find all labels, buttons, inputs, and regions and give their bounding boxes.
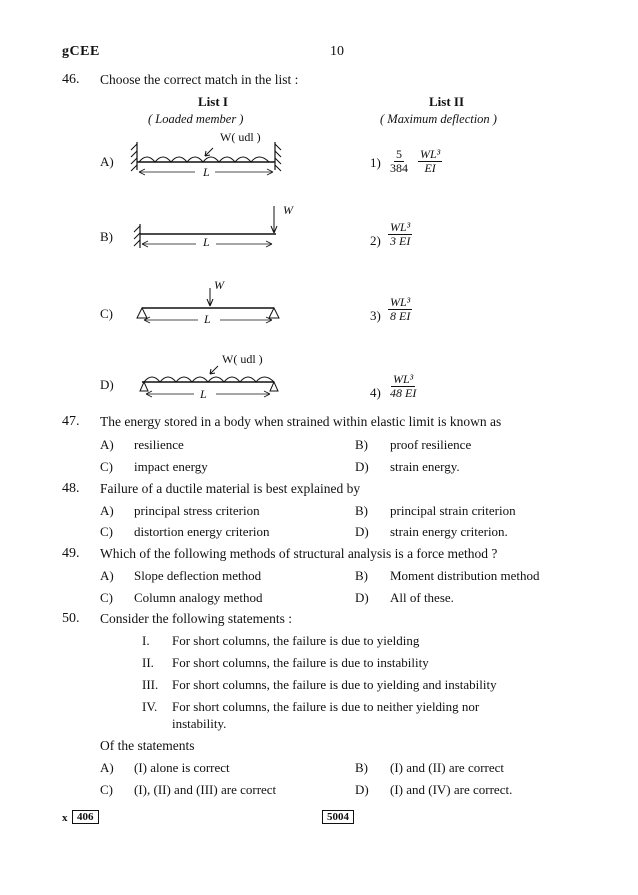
q49-option-c[interactable]: Column analogy method xyxy=(134,590,263,605)
statement-2: For short columns, the failure is due to instability xyxy=(172,655,429,670)
q49-number: 49. xyxy=(62,546,80,561)
q48-option-a[interactable]: principal stress criterion xyxy=(134,503,260,518)
row-c-formula xyxy=(388,293,412,322)
q50-option-d-key: D) xyxy=(355,782,369,797)
q47-option-c-key: C) xyxy=(100,459,113,474)
formula-denominator: 3 EI xyxy=(390,233,411,248)
q48-option-b-key: B) xyxy=(355,503,368,518)
statement-4-key: IV. xyxy=(142,699,158,714)
statement-3: For short columns, the failure is due to yielding and instability xyxy=(172,677,497,692)
formula-denominator: 8 EI xyxy=(390,308,411,323)
list2-title: List II xyxy=(429,94,465,109)
q48-number: 48. xyxy=(62,481,80,496)
list1-title: List I xyxy=(198,94,228,109)
simply-supported-udl-beam-diagram xyxy=(128,362,288,402)
q48-text: Failure of a ductile material is best explained by xyxy=(100,481,361,496)
q46-text: Choose the correct match in the list : xyxy=(100,72,299,87)
q50-option-c[interactable]: (I), (II) and (III) are correct xyxy=(134,782,277,797)
row-a-number: 1) xyxy=(370,155,381,170)
row-d-formula xyxy=(388,370,418,399)
q48-option-c[interactable]: distortion energy criterion xyxy=(134,524,270,539)
statement-4-continued: instability. xyxy=(172,716,227,731)
row-d-span-label: L xyxy=(200,387,207,401)
page-number: 10 xyxy=(330,44,344,59)
q46-number: 46. xyxy=(62,72,80,87)
q47-option-a-key: A) xyxy=(100,437,114,452)
row-b-load-label: W xyxy=(283,203,293,217)
q49-option-a-key: A) xyxy=(100,568,114,583)
q47-option-c[interactable]: impact energy xyxy=(134,459,208,474)
row-a-load-label: W( udl ) xyxy=(220,130,261,144)
row-c-load-label: W xyxy=(214,278,224,292)
q49-option-b[interactable]: Moment distribution method xyxy=(390,568,540,583)
statement-1: For short columns, the failure is due to yielding xyxy=(172,633,420,648)
paper-code: gCEE xyxy=(62,44,100,59)
q48-option-b[interactable]: principal strain criterion xyxy=(390,503,516,518)
footer-left-code: 406 xyxy=(72,810,99,824)
formula-denominator: 48 EI xyxy=(390,385,417,400)
q50-option-d[interactable]: (I) and (IV) are correct. xyxy=(390,782,513,797)
formula-numerator: WL³ xyxy=(390,220,411,234)
q50-option-c-key: C) xyxy=(100,782,113,797)
q49-text: Which of the following methods of structural analysis is a force method ? xyxy=(100,546,498,561)
q47-number: 47. xyxy=(62,414,80,429)
list2-subtitle: ( Maximum deflection ) xyxy=(380,112,497,126)
q48-option-d-key: D) xyxy=(355,524,369,539)
q47-option-a[interactable]: resilience xyxy=(134,437,184,452)
footer-prefix: x xyxy=(62,812,68,824)
row-a-formula xyxy=(388,145,442,174)
q50-option-a-key: A) xyxy=(100,760,114,775)
q48-option-d[interactable]: strain energy criterion. xyxy=(390,524,508,539)
q50-option-b-key: B) xyxy=(355,760,368,775)
row-d-number: 4) xyxy=(370,385,381,400)
row-c-number: 3) xyxy=(370,308,381,323)
coef-numerator: 5 xyxy=(396,147,402,161)
statement-1-key: I. xyxy=(142,633,150,648)
formula-denominator: EI xyxy=(424,160,436,175)
formula-numerator: WL³ xyxy=(420,147,441,161)
row-d-label: D) xyxy=(100,377,114,392)
list1-subtitle: ( Loaded member ) xyxy=(148,112,244,126)
row-b-span-label: L xyxy=(203,235,210,249)
q47-option-b-key: B) xyxy=(355,437,368,452)
fixed-fixed-udl-beam-diagram xyxy=(125,140,295,180)
row-a-span-label: L xyxy=(203,165,210,179)
coef-denominator: 384 xyxy=(390,160,408,175)
q50-option-b[interactable]: (I) and (II) are correct xyxy=(390,760,505,775)
row-c-label: C) xyxy=(100,306,113,321)
q49-option-b-key: B) xyxy=(355,568,368,583)
row-a-label: A) xyxy=(100,154,114,169)
q49-option-a[interactable]: Slope deflection method xyxy=(134,568,262,583)
q49-option-d-key: D) xyxy=(355,590,369,605)
row-b-label: B) xyxy=(100,229,113,244)
q50-option-a[interactable]: (I) alone is correct xyxy=(134,760,230,775)
row-c-span-label: L xyxy=(204,312,211,326)
q47-option-d-key: D) xyxy=(355,459,369,474)
footer-booklet-code: 5004 xyxy=(322,810,354,824)
q49-option-d[interactable]: All of these. xyxy=(390,590,454,605)
q47-option-d[interactable]: strain energy. xyxy=(390,459,460,474)
statement-3-key: III. xyxy=(142,677,159,692)
formula-numerator: WL³ xyxy=(393,372,414,386)
q48-option-a-key: A) xyxy=(100,503,114,518)
statement-4: For short columns, the failure is due to neither yielding nor xyxy=(172,699,480,714)
row-b-formula xyxy=(388,218,412,247)
q47-text: The energy stored in a body when strained within elastic limit is known as xyxy=(100,414,502,429)
row-d-load-label: W( udl ) xyxy=(222,352,263,366)
q50-text: Consider the following statements : xyxy=(100,611,292,626)
row-b-number: 2) xyxy=(370,233,381,248)
q48-option-c-key: C) xyxy=(100,524,113,539)
q50-number: 50. xyxy=(62,611,80,626)
of-statements-label: Of the statements xyxy=(100,738,195,753)
q49-option-c-key: C) xyxy=(100,590,113,605)
statement-2-key: II. xyxy=(142,655,154,670)
q47-option-b[interactable]: proof resilience xyxy=(390,437,472,452)
formula-numerator: WL³ xyxy=(390,295,411,309)
